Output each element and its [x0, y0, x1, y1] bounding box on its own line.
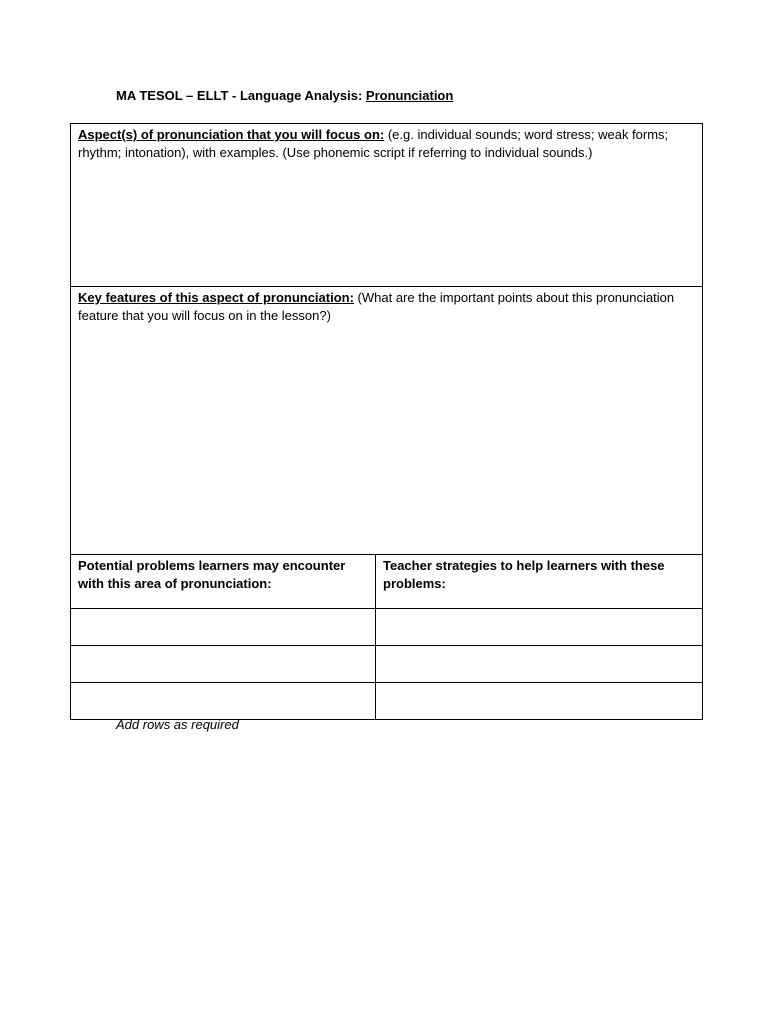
- header-row: [71, 555, 703, 609]
- page-title-topic: Pronunciation: [365, 88, 454, 103]
- strategy-cell[interactable]: [376, 683, 703, 720]
- key-features-instructions: (What are the important points about this pronunciation feature that you will focus on in the lesson?): [78, 290, 675, 323]
- problem-cell[interactable]: [71, 609, 376, 646]
- strategy-cell[interactable]: [376, 646, 703, 683]
- aspects-instructions: (e.g. individual sounds; word stress; weak forms; rhythm; intonation), with examples. (Use phonemic script if referring to individual sounds.): [78, 127, 669, 160]
- table-row: [71, 683, 703, 720]
- problems-header: Potential problems learners may encounter with this area of pronunciation:: [71, 555, 376, 609]
- page-title-text: MA TESOL – ELLT - Language Analysis:: [116, 88, 366, 103]
- add-rows-note: Add rows as required: [116, 717, 239, 732]
- key-features-row: [71, 287, 703, 555]
- table-row: [71, 646, 703, 683]
- problem-cell[interactable]: [71, 683, 376, 720]
- aspects-row: [71, 124, 703, 287]
- worksheet-table: [70, 123, 703, 720]
- key-features-cell[interactable]: [71, 287, 703, 555]
- problem-cell[interactable]: [71, 646, 376, 683]
- aspects-label: Aspect(s) of pronunciation that you will focus on:: [78, 127, 385, 142]
- strategies-header: Teacher strategies to help learners with these problems:: [376, 555, 703, 609]
- page-title: [116, 88, 453, 103]
- aspects-cell[interactable]: [71, 124, 703, 287]
- strategy-cell[interactable]: [376, 609, 703, 646]
- table-row: [71, 609, 703, 646]
- key-features-label: Key features of this aspect of pronunciation:: [78, 290, 354, 305]
